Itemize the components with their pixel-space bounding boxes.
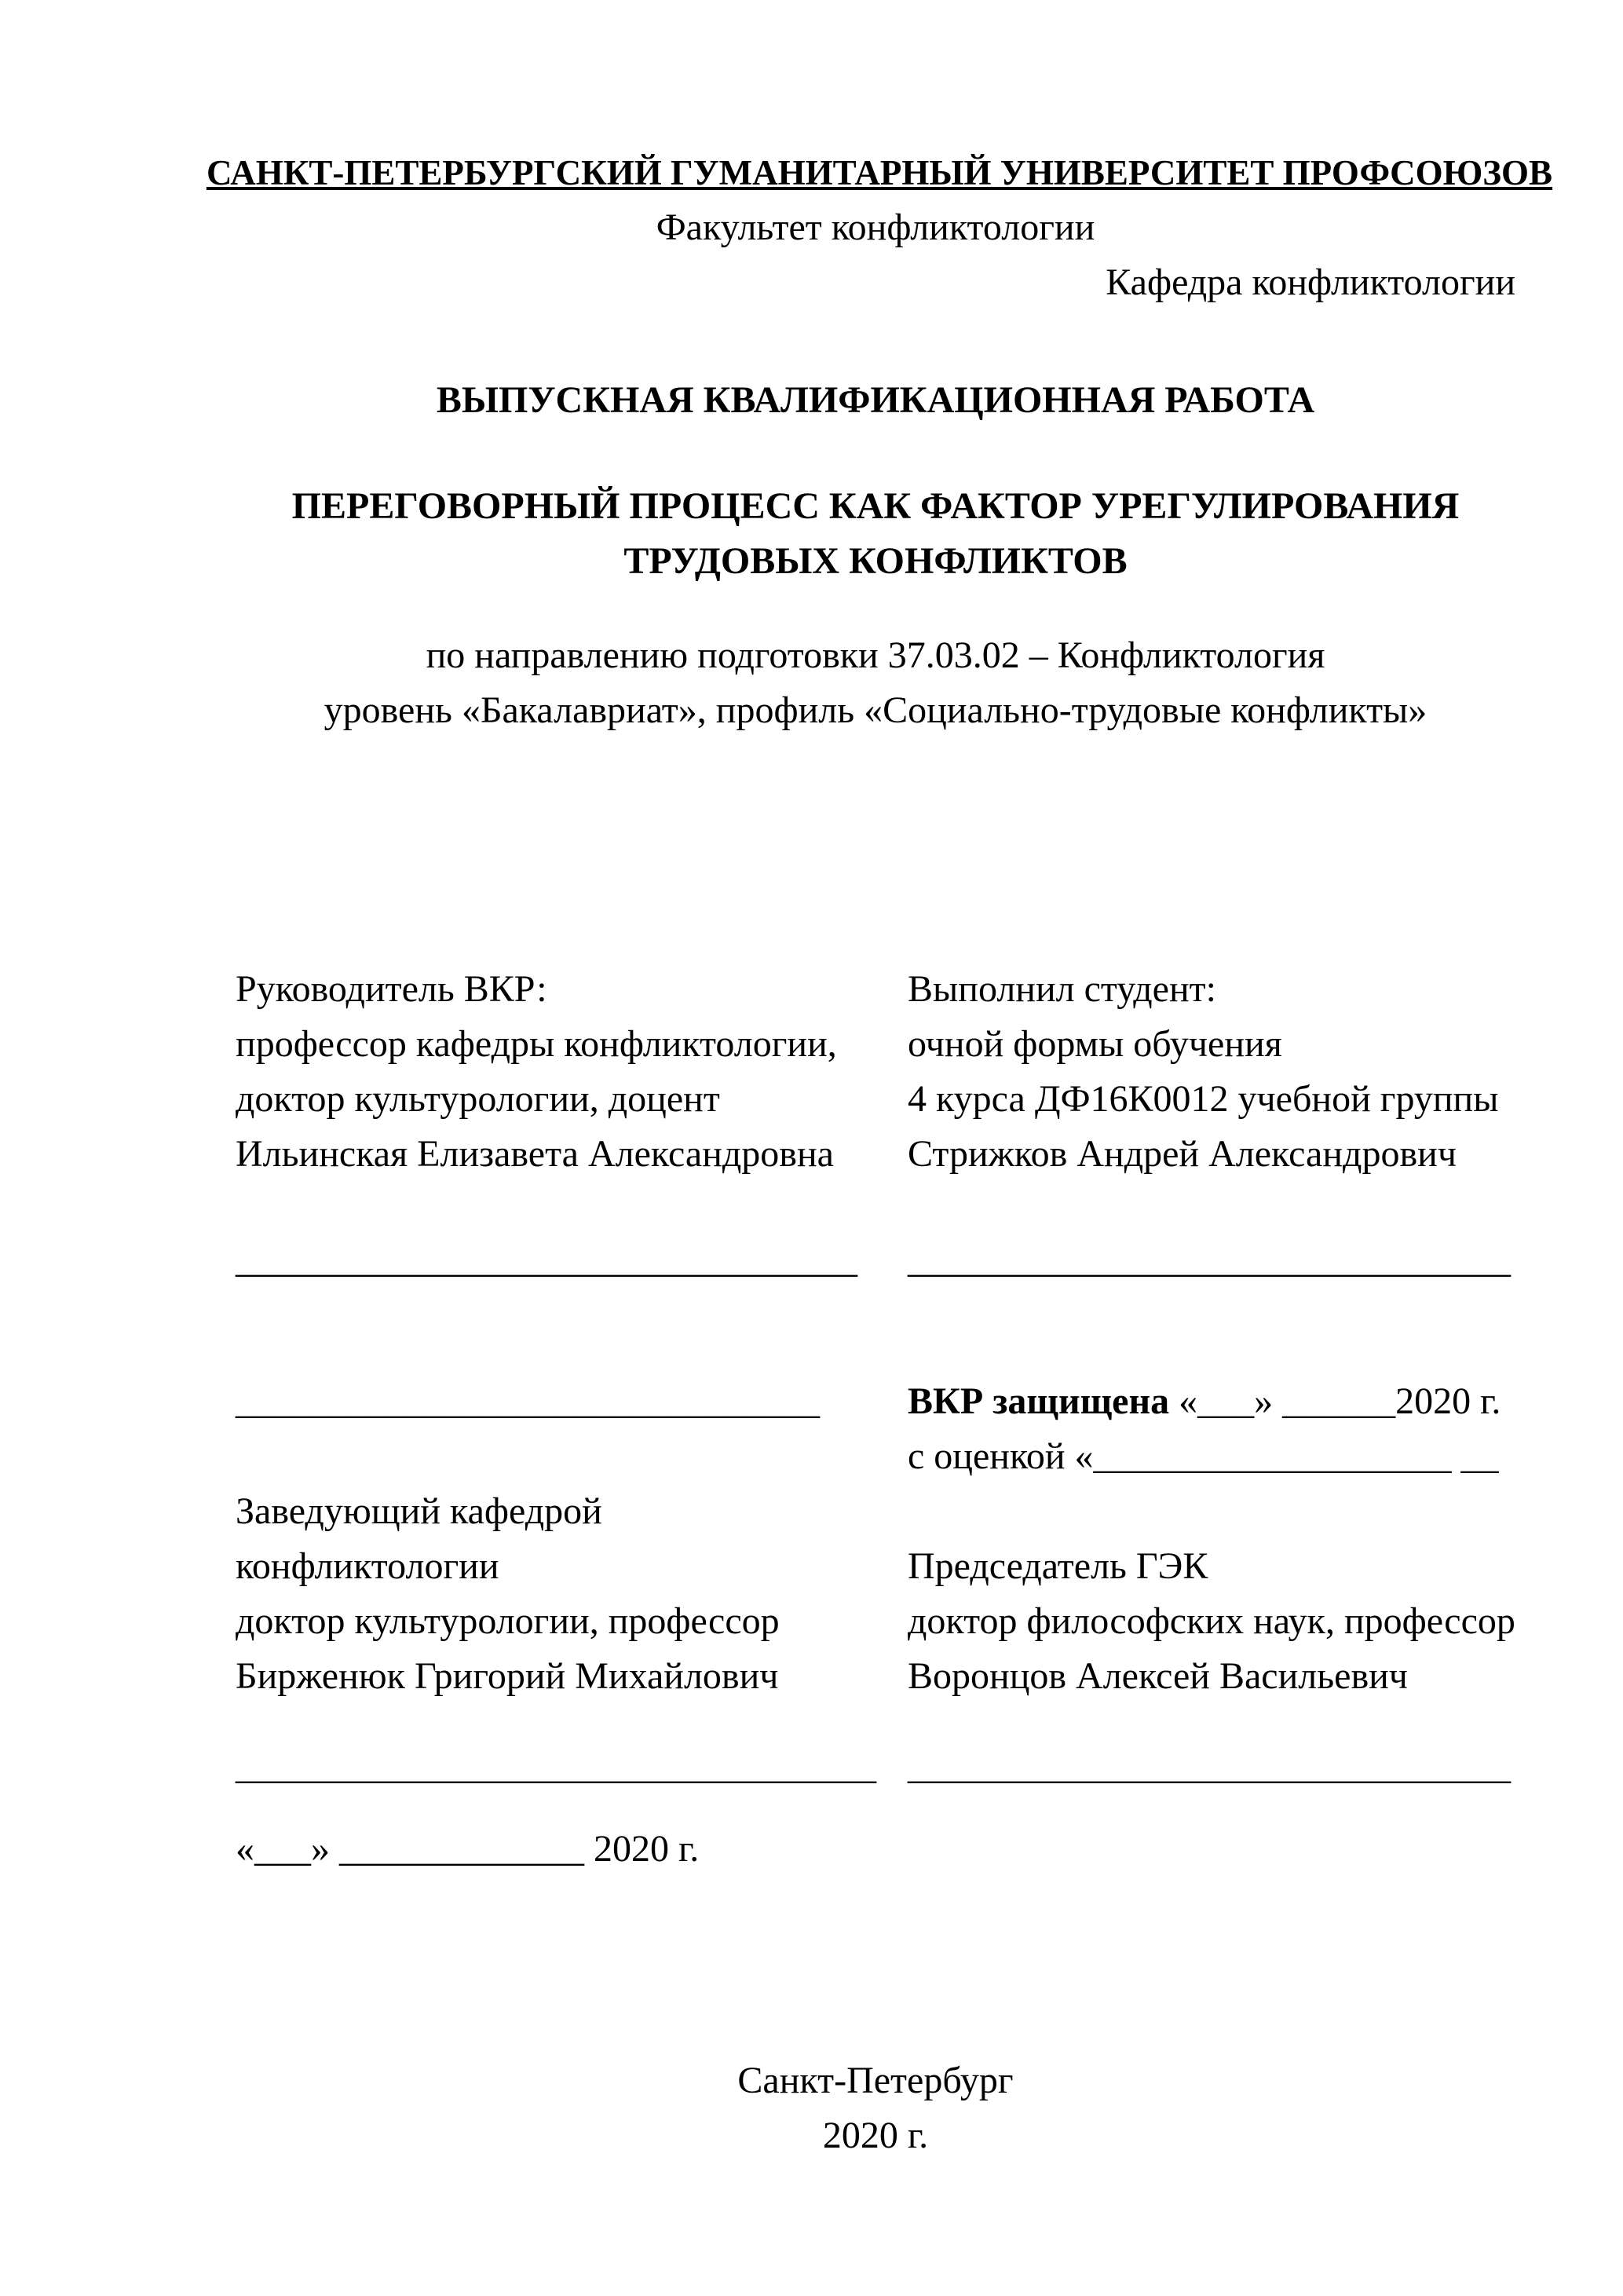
supervisor-signature-line: _________________________________: [236, 1239, 857, 1281]
chair-degree: доктор философских наук, профессор: [908, 1600, 1515, 1642]
thesis-title-line2: ТРУДОВЫХ КОНФЛИКТОВ: [623, 540, 1128, 582]
supervisor-name: Ильинская Елизавета Александровна: [236, 1133, 834, 1175]
university-name: САНКТ-ПЕТЕРБУРГСКИЙ ГУМАНИТАРНЫЙ УНИВЕРСИТЕТ ПРОФСОЮЗОВ: [206, 153, 1553, 192]
head-role-line2: конфликтологии: [236, 1545, 499, 1587]
student-study-form: очной формы обучения: [908, 1023, 1282, 1065]
faculty-name: Факультет конфликтологии: [656, 207, 1095, 248]
chair-name: Воронцов Алексей Васильевич: [908, 1655, 1408, 1697]
defended-label: ВКР защищена: [908, 1380, 1170, 1422]
program-direction: по направлению подготовки 37.03.02 – Конфликтология: [426, 634, 1325, 676]
thesis-title: [236, 479, 1515, 589]
supervisor-degree: доктор культурологии, доцент: [236, 1078, 720, 1120]
chair-signature-line: ________________________________: [908, 1746, 1511, 1787]
footer: [236, 2053, 1515, 2163]
student-info: [908, 962, 1515, 1182]
student-signature-line: ________________________________: [908, 1239, 1511, 1281]
department-name: Кафедра конфликтологии: [1106, 261, 1515, 303]
head-signature-line: __________________________________: [236, 1746, 876, 1787]
supervisor-student-block: [236, 962, 1515, 1182]
head-degree: доктор культурологии, профессор: [236, 1600, 780, 1642]
supervisor-role: Руководитель ВКР:: [236, 968, 547, 1010]
footer-city: Санкт-Петербург: [737, 2060, 1014, 2101]
supervisor-position: профессор кафедры конфликтологии,: [236, 1023, 837, 1065]
signature-row-1: [236, 1233, 1515, 1288]
thesis-title-line1: ПЕРЕГОВОРНЫЙ ПРОЦЕСС КАК ФАКТОР УРЕГУЛИРОВАНИЯ: [291, 485, 1460, 527]
student-role: Выполнил студент:: [908, 968, 1216, 1010]
chair-role: Председатель ГЭК: [908, 1545, 1208, 1587]
defense-and-officials-block: [236, 1374, 1515, 1704]
defended-date-blanks: «___» ______2020 г.: [1169, 1380, 1501, 1422]
defense-date-line: [908, 1374, 1515, 1429]
program-level-profile: уровень «Бакалавриат», профиль «Социально-трудовые конфликты»: [324, 689, 1427, 731]
head-signature-line-upper: _______________________________: [236, 1380, 820, 1422]
program-info: [236, 628, 1515, 738]
head-date-line: «___» _____________ 2020 г.: [236, 1828, 700, 1870]
student-group: 4 курса ДФ16К0012 учебной группы: [908, 1078, 1499, 1120]
signature-row-2: [236, 1739, 1515, 1794]
grade-line: с оценкой «___________________ __: [908, 1435, 1499, 1477]
footer-year: 2020 г.: [822, 2115, 929, 2156]
head-role-line1: Заведующий кафедрой: [236, 1490, 602, 1532]
head-name: Бирженюк Григорий Михайлович: [236, 1655, 779, 1697]
supervisor-info: [236, 962, 856, 1182]
work-type-heading: ВЫПУСКНАЯ КВАЛИФИКАЦИОННАЯ РАБОТА: [436, 379, 1315, 421]
student-name: Стрижков Андрей Александрович: [908, 1133, 1457, 1175]
